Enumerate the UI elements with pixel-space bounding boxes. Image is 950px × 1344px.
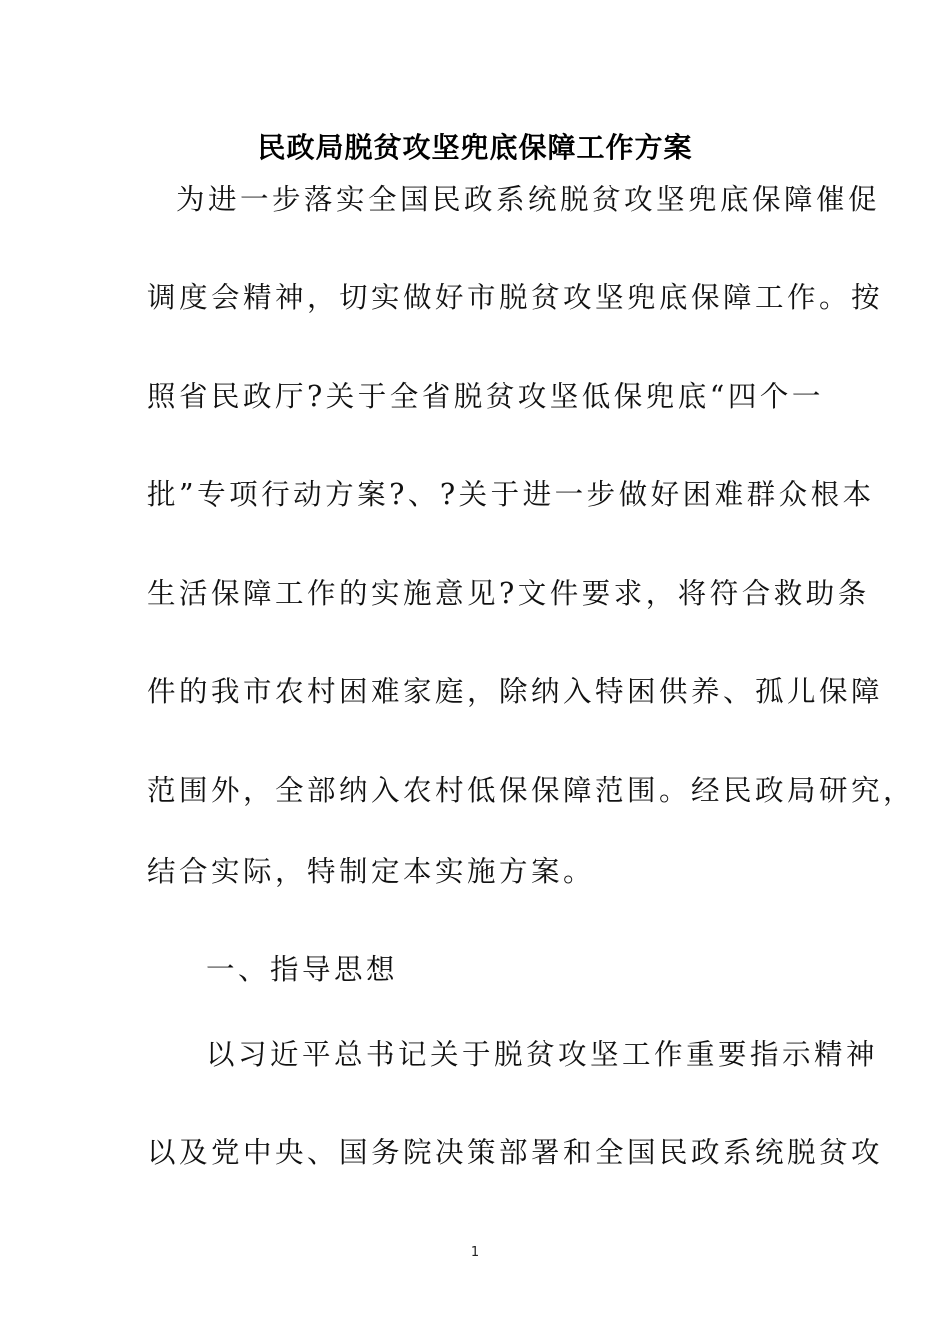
paragraph-line-10: 以及党中央、国务院决策部署和全国民政系统脱贫攻 [147, 1136, 884, 1169]
paragraph-line-2: 调度会精神，切实做好市脱贫攻坚兜底保障工作。按 [147, 281, 884, 314]
document-title: 民政局脱贫攻坚兜底保障工作方案 [257, 131, 693, 164]
paragraph-line-9: 以习近平总书记关于脱贫攻坚工作重要指示精神 [206, 1038, 879, 1071]
paragraph-line-1: 为进一步落实全国民政系统脱贫攻坚兜底保障催促 [176, 183, 881, 216]
paragraph-line-4: 批”专项行动方案?、?关于进一步做好困难群众根本 [147, 478, 875, 511]
paragraph-line-5: 生活保障工作的实施意见?文件要求，将符合救助条 [147, 577, 870, 610]
paragraph-line-7: 范围外，全部纳入农村低保保障范围。经民政局研究， [147, 774, 916, 807]
page-number: 1 [470, 1245, 480, 1260]
paragraph-line-3: 照省民政厅?关于全省脱贫攻坚低保兜底“四个一 [147, 380, 824, 413]
paragraph-line-6: 件的我市农村困难家庭，除纳入特困供养、孤儿保障 [147, 675, 884, 708]
paragraph-line-8: 结合实际，特制定本实施方案。 [147, 855, 596, 888]
section-heading: 一、指导思想 [206, 953, 399, 986]
